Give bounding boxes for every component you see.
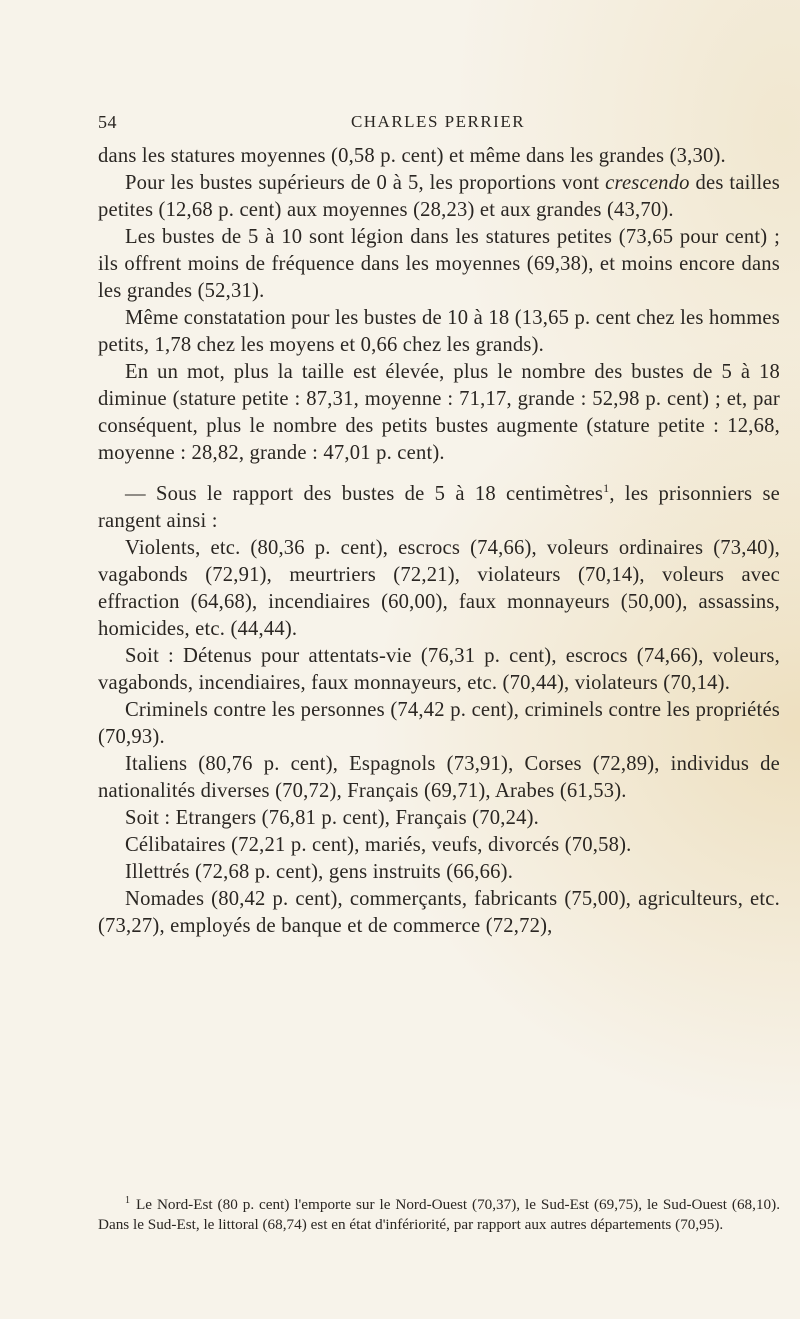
body-text [98, 143, 780, 940]
paragraph-11: Soit : Etrangers (76,81 p. cent), Français (70,24). [125, 807, 539, 829]
paragraph-7: Violents, etc. (80,36 p. cent), escrocs (74,66), voleurs ordinaires (73,40), vagabonds (72,91), meurtriers (72,21), violateurs (70,14), voleurs avec effraction (64,68), incendiaires (60,00), faux monnayeurs (50,00), assassins, homicides, etc. (44,44). [98, 537, 780, 640]
footnote [98, 1195, 780, 1235]
paragraph-2-italic: crescendo [605, 172, 690, 194]
paragraph-10: Italiens (80,76 p. cent), Espagnols (73,91), Corses (72,89), individus de nationalités diverses (70,72), Français (69,71), Arabes (61,53). [98, 753, 780, 802]
footnote-mark: 1 [125, 1194, 130, 1206]
paragraph-6-rest: , les prisonniers se rangent ainsi : [98, 483, 781, 532]
paragraph-5: En un mot, plus la taille est élevée, plus le nombre des bustes de 5 à 18 diminue (stature petite : 87,31, moyenne : 71,17, grande : 52,98 p. cent) ; et, par conséquent, plus le nombre des petits bustes augmente (stature petite : 12,68, moyenne : 28,82, grande : 47,01 p. cent). [98, 361, 780, 464]
footnote-text: Le Nord-Est (80 p. cent) l'emporte sur le Nord-Ouest (70,37), le Sud-Est (69,75), le Sud-Ouest (68,10). Dans le Sud-Est, le littoral (68,74) est en état d'infériorité, par rapport aux autres départements (70,95). [98, 1196, 780, 1233]
paragraph-6-text: — Sous le rapport des bustes de 5 à 18 centimètres [125, 483, 604, 505]
paragraph-2-rest: des tailles petites (12,68 p. cent) aux moyennes (28,23) et aux grandes (43,70). [98, 172, 780, 221]
paragraph-1: dans les statures moyennes (0,58 p. cent) et même dans les grandes (3,30). [98, 145, 726, 167]
paragraph-2-text: Pour les bustes supérieurs de 0 à 5, les proportions vont [125, 172, 600, 194]
paragraph-3: Les bustes de 5 à 10 sont légion dans les statures petites (73,65 pour cent) ; ils offrent moins de fréquence dans les moyennes (69,38), et moins encore dans les grandes (52,31). [98, 226, 780, 302]
paragraph-2 [98, 170, 780, 224]
running-title: CHARLES PERRIER [350, 112, 526, 131]
paragraph-9: Criminels contre les personnes (74,42 p. cent), criminels contre les propriétés (70,93). [98, 699, 780, 748]
paragraph-12: Célibataires (72,21 p. cent), mariés, veufs, divorcés (70,58). [125, 834, 632, 856]
running-head [98, 112, 778, 138]
footnote-reference[interactable]: 1 [603, 481, 610, 496]
paragraph-8: Soit : Détenus pour attentats-vie (76,31 p. cent), escrocs (74,66), voleurs, vagabonds, incendiaires, faux monnayeurs, etc. (70,44), violateurs (70,14). [98, 645, 780, 694]
paragraph-13: Illettrés (72,68 p. cent), gens instruits (66,66). [125, 861, 514, 883]
paragraph-14: Nomades (80,42 p. cent), commerçants, fabricants (75,00), agriculteurs, etc. (73,27), employés de banque et de commerce (72,72), [98, 888, 780, 937]
page-number: 54 [98, 112, 117, 132]
paragraph-6 [98, 481, 780, 535]
paragraph-4: Même constatation pour les bustes de 10 à 18 (13,65 p. cent chez les hommes petits, 1,78 chez les moyens et 0,66 chez les grands). [98, 307, 780, 356]
